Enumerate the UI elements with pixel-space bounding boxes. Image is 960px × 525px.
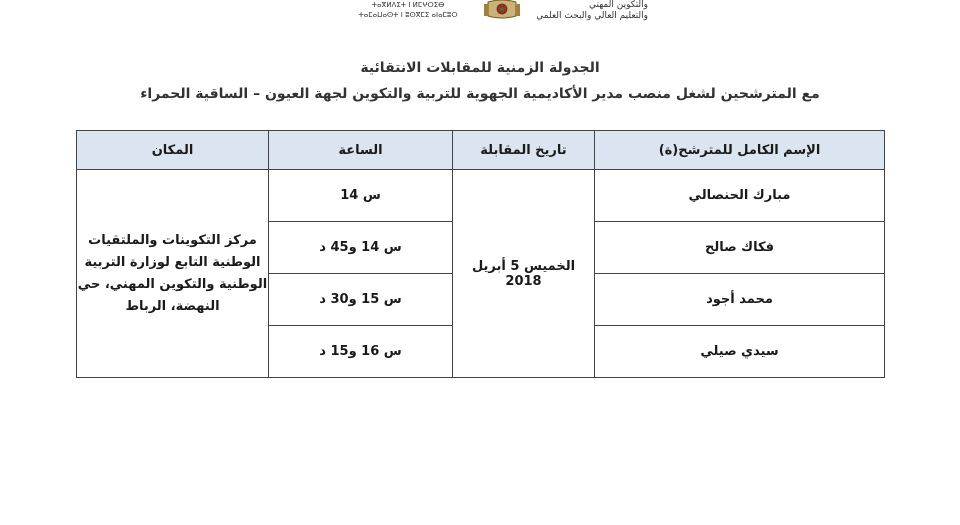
coat-of-arms-icon [482,0,522,20]
interview-time: س 14 و45 د [269,222,453,274]
header-place: المكان [77,131,269,170]
header-time: الساعة [269,131,453,170]
candidate-name: محمد أجود [595,274,885,326]
interview-date: الخميس 5 أبريل 2018 [453,170,595,378]
letterhead-tifinagh-line1: ⵜⴰⴳⵍⴷⵉⵜ ⵏ ⵍⵎⵖⵔⵉⴱ [371,1,445,9]
letterhead-ministry-line1: والتكوين المهني [589,0,648,10]
interview-time: س 14 [269,170,453,222]
candidate-name: فكاك صالح [595,222,885,274]
candidate-name: مبارك الحنصالي [595,170,885,222]
interview-place: مركز التكوينات والملتقيات الوطنية التابع لوزارة التربية الوطنية والتكوين المهني، حي النهضة، الرباط [77,170,269,378]
table-row [77,170,885,222]
interview-schedule-table [76,130,885,378]
letterhead [0,0,960,30]
header-name: الإسم الكامل للمترشح(ة) [595,131,885,170]
document-title: الجدولة الزمنية للمقابلات الانتقائية [360,60,600,76]
letterhead-ministry-line2: والتعليم العالي والبحث العلمي [536,11,648,21]
letterhead-tifinagh-line2: ⵜⴰⵎⴰⵡⴰⵙⵜ ⵏ ⵓⵙⴳⵎⵉ ⴰⵏⴰⵎⵓⵔ [358,11,458,19]
letterhead-ministry [528,0,648,22]
table-header-row [77,131,885,170]
candidate-name: سيدي صيلي [595,326,885,378]
letterhead-tifinagh [338,0,478,20]
interview-time: س 16 و15 د [269,326,453,378]
header-date: تاريخ المقابلة [453,131,595,170]
document-subtitle: مع المترشحين لشغل منصب مدير الأكاديمية الجهوية للتربية والتكوين لجهة العيون – الساقية الحمراء [140,86,820,102]
interview-time: س 15 و30 د [269,274,453,326]
